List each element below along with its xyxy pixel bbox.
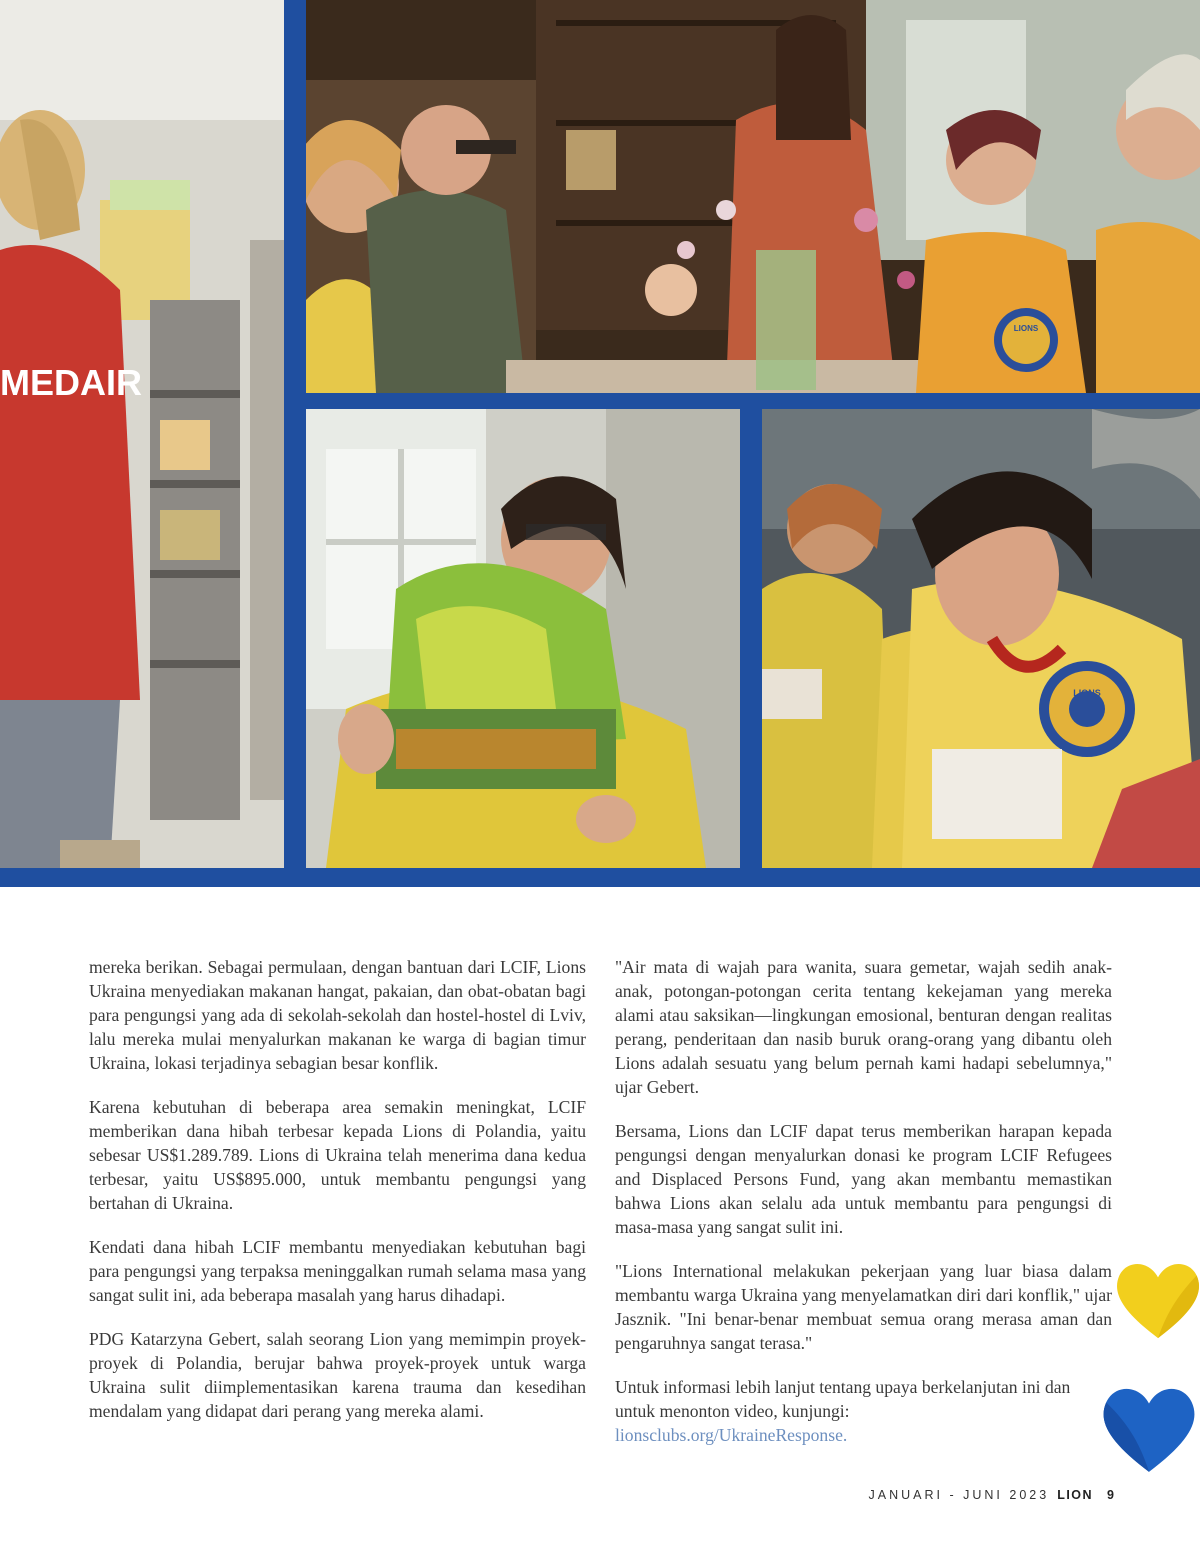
issue-date: JANUARI - JUNI 2023 bbox=[868, 1488, 1050, 1502]
magazine-name: LION bbox=[1057, 1488, 1094, 1502]
closing-paragraph bbox=[615, 1375, 1112, 1447]
page-footer bbox=[869, 1488, 1114, 1502]
photo-lions-volunteers-packing bbox=[762, 409, 1200, 868]
paragraph: Kendati dana hibah LCIF membantu menyediakan kebutuhan bagi para pengungsi yang terpaksa meninggalkan rumah selama masa yang sangat sulit ini, ada beberapa masalah yang harus dihadapi. bbox=[89, 1237, 586, 1305]
paragraph: Bersama, Lions dan LCIF dapat terus memberikan harapan kepada pengungsi dengan menyalurkan donasi ke program LCIF Refugees and Displaced Persons Fund, yang akan membantu memastikan bahwa Lions akan selalu ada untuk membantu para pengungsi di masa-masa yang sangat sulit ini. bbox=[615, 1121, 1112, 1237]
photo-lions-dinner-table bbox=[306, 0, 1200, 393]
paragraph: Karena kebutuhan di beberapa area semakin meningkat, LCIF memberikan dana hibah terbesar kepada Lions di Polandia, yaitu sebesar US$1.289.789. Lions di Ukraina telah menerima dana kedua terbesar, yaitu US$895.000, untuk membantu pengungsi yang bertahan di Ukraina. bbox=[89, 1097, 586, 1213]
article-column-right bbox=[615, 955, 1112, 1467]
yellow-heart-icon bbox=[1112, 1255, 1200, 1343]
lions-badge-text-2: LIONS bbox=[1073, 688, 1101, 698]
blue-heart-icon bbox=[1098, 1378, 1200, 1478]
photo-medair-worker bbox=[0, 0, 284, 868]
paragraph: "Air mata di wajah para wanita, suara gemetar, wajah sedih anak-anak, potongan-potongan cerita tentang kekejaman yang mereka alami atau saksikan—lingkungan emosional, benturan dengan realitas perang, penderitaan dan nasib buruk orang-orang yang dibantu oleh Lions adalah sesuatu yang belum pernah kami hadapi sebelumnya," ujar Gebert. bbox=[615, 957, 1112, 1097]
closing-text: Untuk informasi lebih lanjut tentang upaya berkelanjutan ini dan untuk menonton video, kunjungi: bbox=[615, 1377, 1071, 1421]
article-column-left bbox=[89, 955, 586, 1443]
paragraph: PDG Katarzyna Gebert, salah seorang Lion yang memimpin proyek-proyek di Polandia, berujar bahwa proyek-proyek untuk warga Ukraina sulit diimplementasikan karena trauma dan kesedihan mendalam yang didapat dari perang yang mereka alami. bbox=[89, 1329, 586, 1421]
ukraine-response-link[interactable]: lionsclubs.org/UkraineResponse. bbox=[615, 1425, 848, 1445]
paragraph: mereka berikan. Sebagai permulaan, dengan bantuan dari LCIF, Lions Ukraina menyediakan makanan hangat, pakaian, dan obat-obatan bagi para pengungsi yang ada di sekolah-sekolah dan hostel-hostel di Lviv, lalu mereka mulai menyalurkan makanan ke warga di bagian timur Ukraina, lokasi terjadinya sebagian besar konflik. bbox=[89, 957, 586, 1073]
medair-vest-text: MEDAIR bbox=[0, 362, 142, 403]
paragraph: "Lions International melakukan pekerjaan yang luar biasa dalam membantu warga Ukraina yang menyelamatkan diri dari konflik," ujar Jasznik. "Ini benar-benar membuat semua orang merasa aman dan pengaruhnya sangat terasa." bbox=[615, 1261, 1112, 1353]
page-number: 9 bbox=[1107, 1488, 1114, 1502]
photo-volunteer-with-package bbox=[306, 409, 740, 868]
lions-badge-text: LIONS bbox=[1013, 324, 1039, 333]
